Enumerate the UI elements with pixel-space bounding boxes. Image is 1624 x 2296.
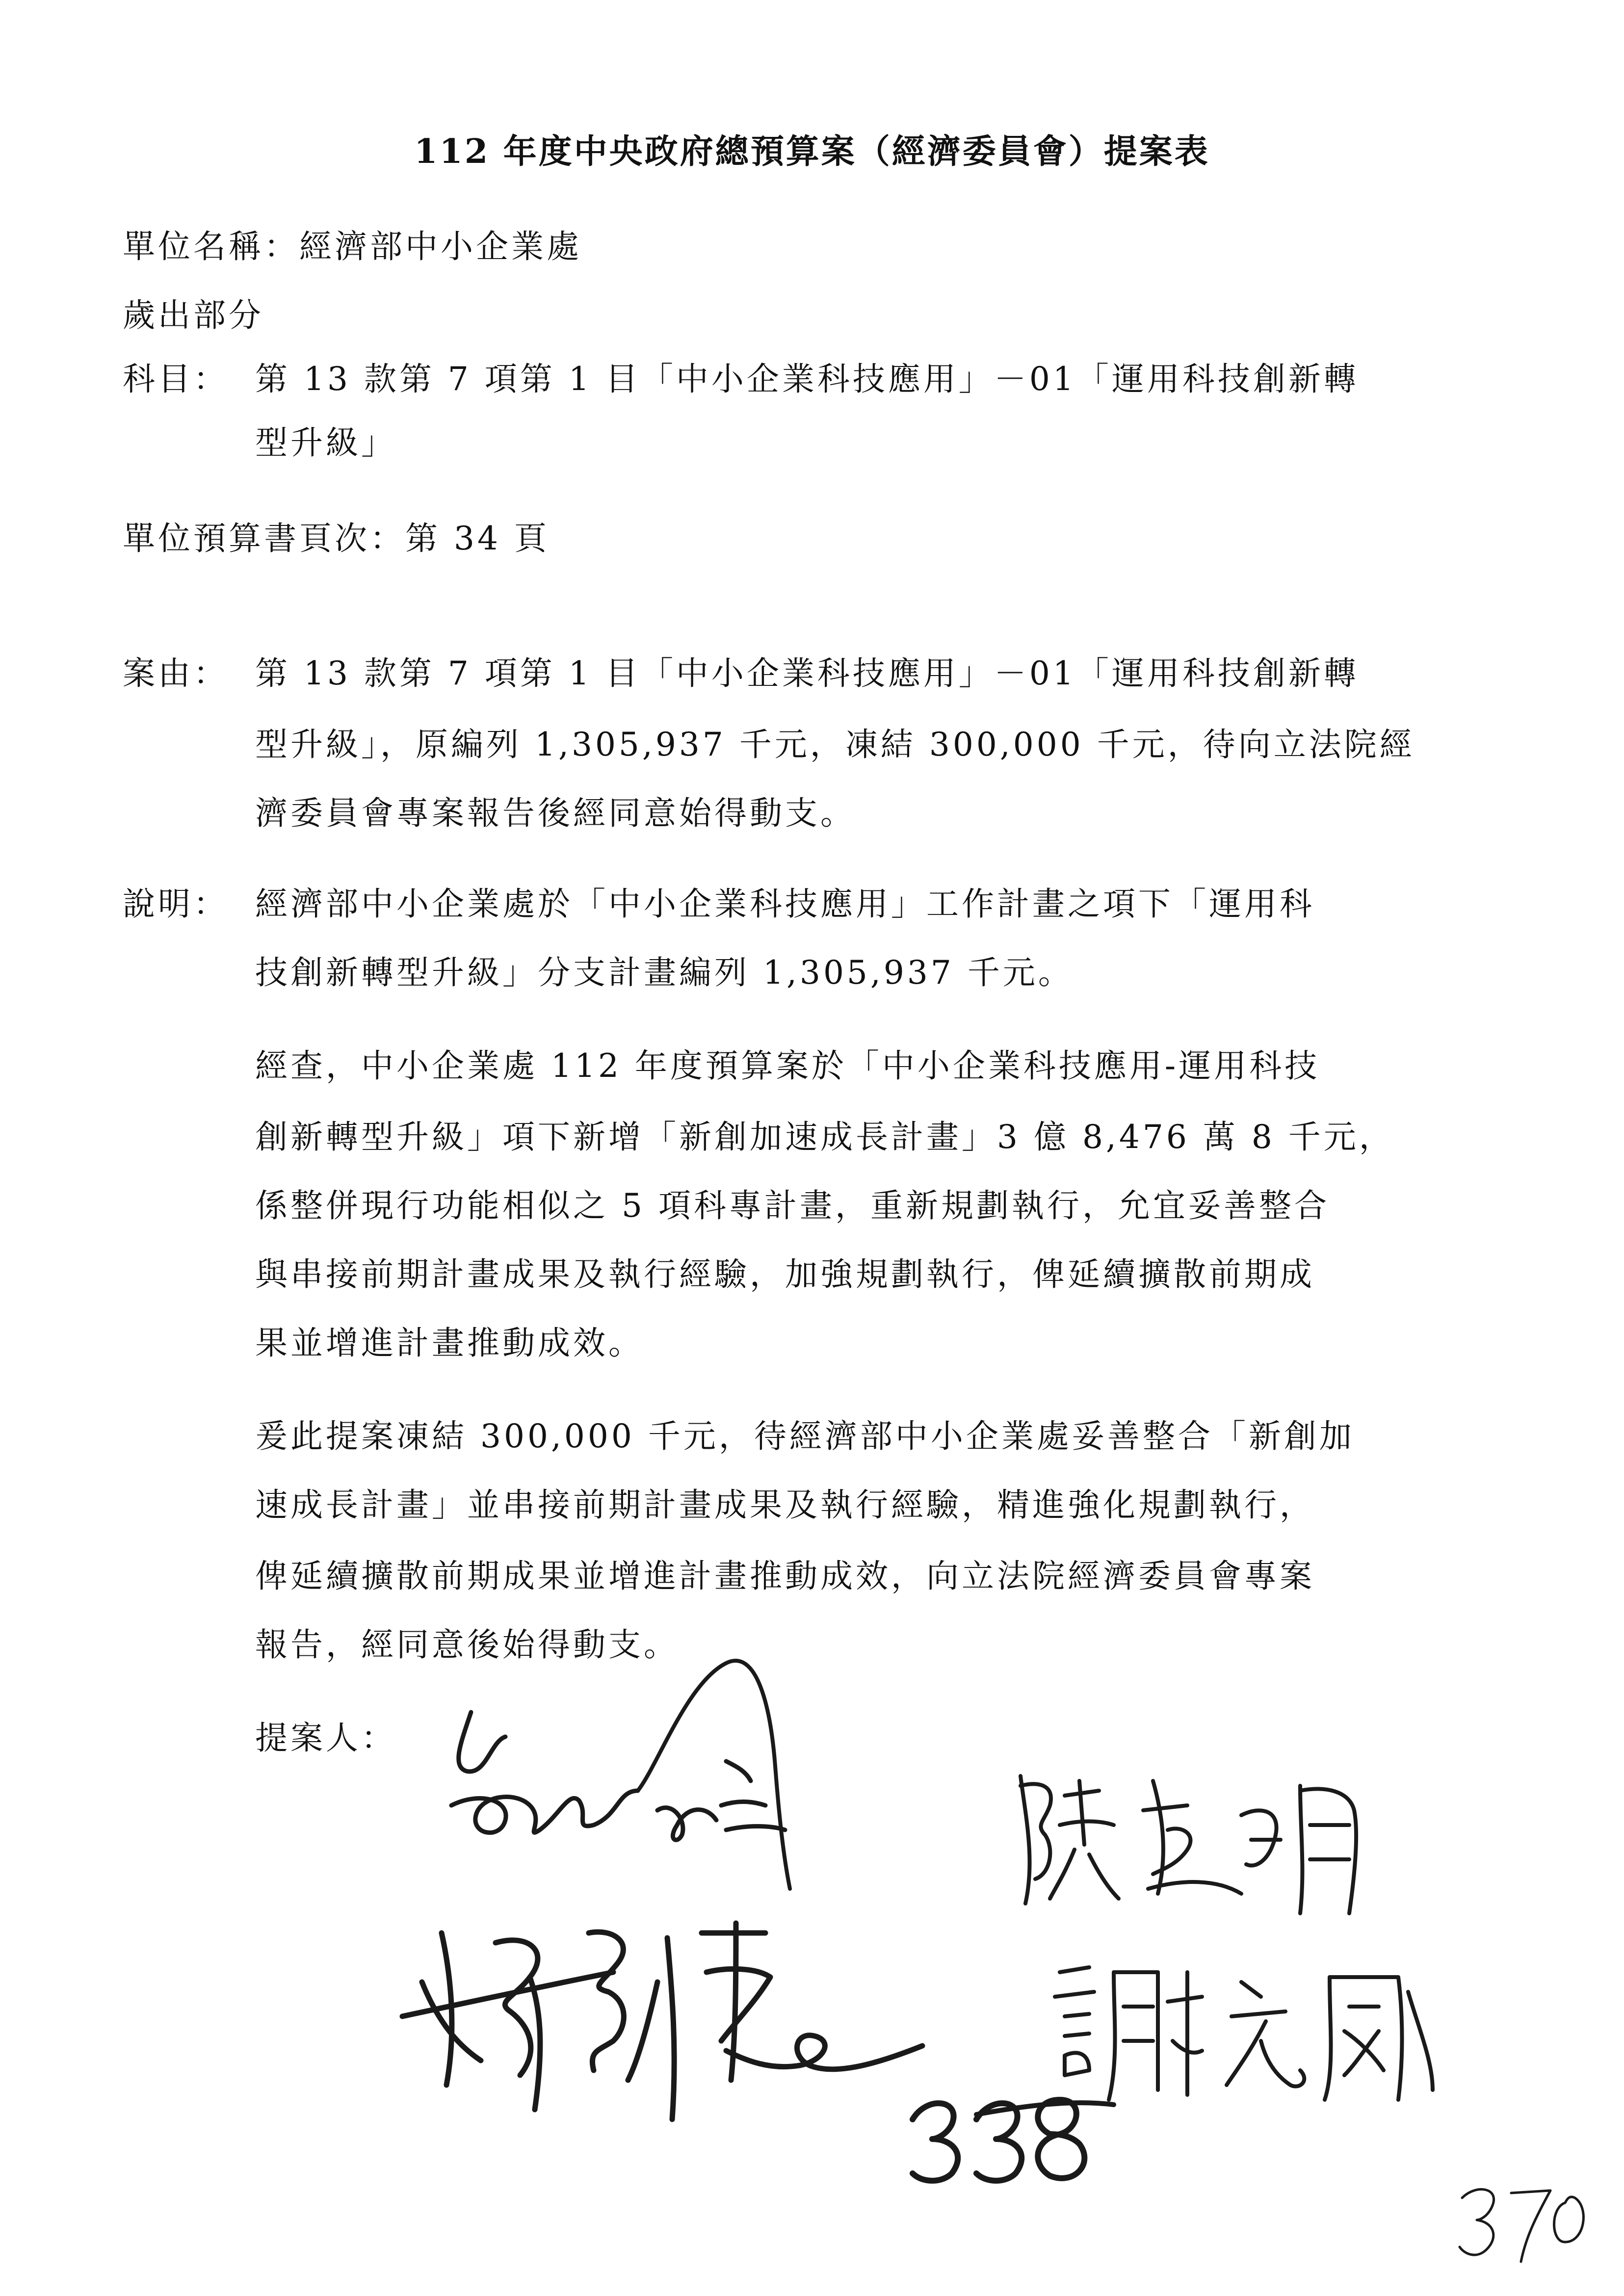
signature-4: [1045, 1943, 1447, 2110]
signature-3: [383, 1904, 947, 2129]
explanation-label: 說明：: [123, 885, 229, 923]
explanation-p3-line-1: 爰此提案凍結 300,000 千元，待經濟部中小企業處妥善整合「新創加: [255, 1417, 1355, 1455]
case-line-3: 濟委員會專案報告後經同意始得動支。: [255, 794, 856, 832]
signature-2: [1006, 1756, 1369, 1923]
proposer-label: 提案人：: [255, 1719, 396, 1757]
page-title: 112 年度中央政府總預算案（經濟委員會）提案表: [414, 132, 1210, 171]
handwritten-corner-number: [1452, 2178, 1599, 2267]
unit-name: 單位名稱：經濟部中小企業處: [123, 228, 582, 265]
explanation-p2-line-2: 創新轉型升級」項下新增「新創加速成長計畫」3 億 8,476 萬 8 千元，: [255, 1118, 1394, 1156]
explanation-p2-line-4: 與串接前期計畫成果及執行經驗，加強規劃執行，俾延續擴散前期成: [255, 1255, 1315, 1293]
explanation-p3-line-4: 報告，經同意後始得動支。: [255, 1626, 679, 1664]
explanation-p2-line-1: 經查，中小企業處 112 年度預算案於「中小企業科技應用-運用科技: [255, 1047, 1320, 1085]
explanation-p1-line-2: 技創新轉型升級」分支計畫編列 1,305,937 千元。: [255, 954, 1074, 991]
signature-1: [432, 1644, 873, 1899]
case-label: 案由：: [123, 654, 229, 692]
subject-line-2: 型升級」: [255, 424, 396, 462]
budget-page-ref: 單位預算書頁次：第 34 頁: [123, 520, 550, 557]
explanation-p2-line-5: 果並增進計畫推動成效。: [255, 1324, 644, 1362]
section-label: 歲出部分: [123, 296, 264, 334]
explanation-p1-line-1: 經濟部中小企業處於「中小企業科技應用」工作計畫之項下「運用科: [255, 885, 1315, 923]
case-line-1: 第 13 款第 7 項第 1 目「中小企業科技應用」－01「運用科技創新轉: [255, 654, 1359, 692]
explanation-p3-line-3: 俾延續擴散前期成果並增進計畫推動成效，向立法院經濟委員會專案: [255, 1557, 1315, 1595]
handwritten-page-number: [903, 2085, 1119, 2193]
explanation-p3-line-2: 速成長計畫」並串接前期計畫成果及執行經驗，精進強化規劃執行，: [255, 1486, 1315, 1524]
explanation-p2-line-3: 係整併現行功能相似之 5 項科專計畫，重新規劃執行，允宜妥善整合: [255, 1187, 1330, 1225]
subject-line-1: 第 13 款第 7 項第 1 目「中小企業科技應用」－01「運用科技創新轉: [255, 360, 1359, 398]
subject-label: 科目：: [123, 360, 229, 398]
case-line-2: 型升級」，原編列 1,305,937 千元，凍結 300,000 千元，待向立法院經: [255, 726, 1415, 763]
